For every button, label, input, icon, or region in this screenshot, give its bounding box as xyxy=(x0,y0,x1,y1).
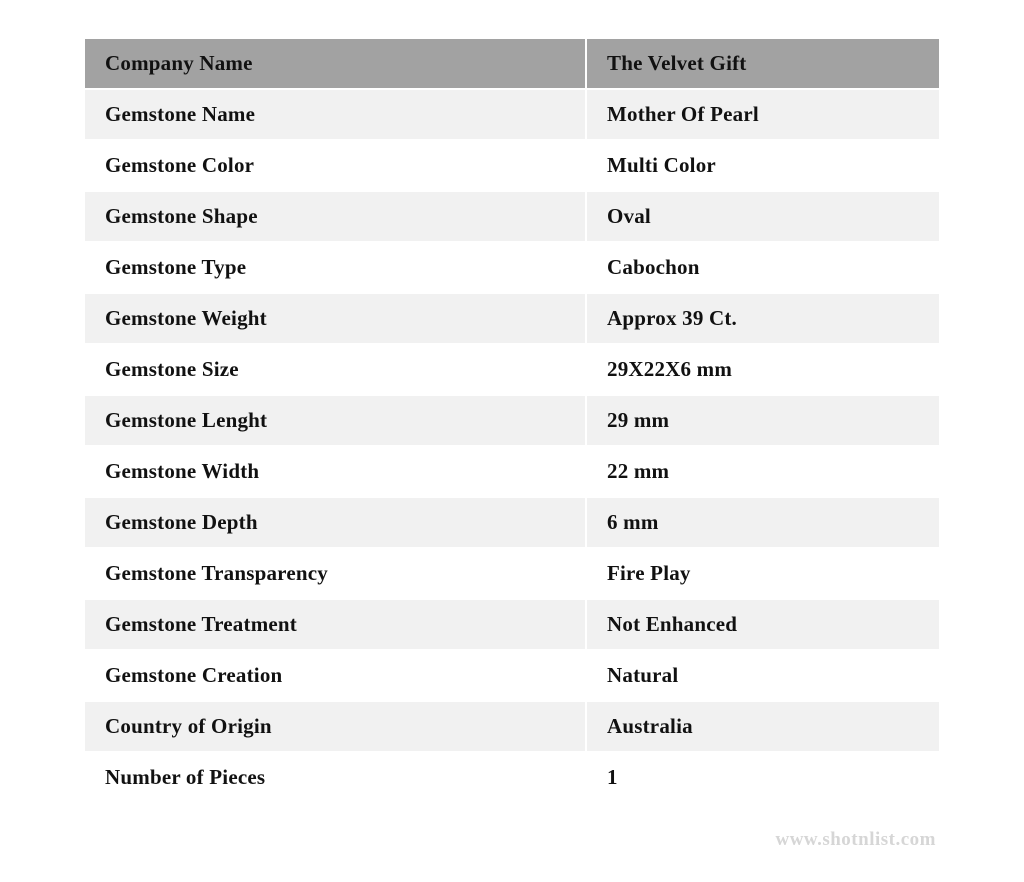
table-row xyxy=(85,294,939,343)
table-row xyxy=(85,345,939,394)
row-value-cell: Australia xyxy=(587,702,939,751)
table-header-row xyxy=(85,39,939,88)
gemstone-details-table xyxy=(83,37,941,804)
row-label-cell: Country of Origin xyxy=(85,702,585,751)
row-label-cell: Gemstone Width xyxy=(85,447,585,496)
watermark: www.shotnlist.com xyxy=(775,829,936,850)
row-value-cell: Multi Color xyxy=(587,141,939,190)
row-value-cell: Approx 39 Ct. xyxy=(587,294,939,343)
table-row xyxy=(85,447,939,496)
table-row xyxy=(85,141,939,190)
row-label-cell: Gemstone Creation xyxy=(85,651,585,700)
header-value-cell: The Velvet Gift xyxy=(587,39,939,88)
row-label-cell: Gemstone Treatment xyxy=(85,600,585,649)
row-label-cell: Gemstone Transparency xyxy=(85,549,585,598)
row-label-cell: Gemstone Shape xyxy=(85,192,585,241)
row-value-cell: 29 mm xyxy=(587,396,939,445)
row-value-cell: Cabochon xyxy=(587,243,939,292)
table-row xyxy=(85,498,939,547)
row-label-cell: Gemstone Lenght xyxy=(85,396,585,445)
row-label-cell: Gemstone Color xyxy=(85,141,585,190)
row-label-cell: Gemstone Type xyxy=(85,243,585,292)
row-value-cell: Oval xyxy=(587,192,939,241)
table-row xyxy=(85,192,939,241)
row-label-cell: Gemstone Weight xyxy=(85,294,585,343)
row-label-cell: Gemstone Name xyxy=(85,90,585,139)
row-value-cell: 22 mm xyxy=(587,447,939,496)
row-value-cell: Not Enhanced xyxy=(587,600,939,649)
header-label-cell: Company Name xyxy=(85,39,585,88)
table-row xyxy=(85,600,939,649)
row-value-cell: Mother Of Pearl xyxy=(587,90,939,139)
table-row xyxy=(85,753,939,802)
row-value-cell: 6 mm xyxy=(587,498,939,547)
table-row xyxy=(85,549,939,598)
row-label-cell: Gemstone Depth xyxy=(85,498,585,547)
row-label-cell: Number of Pieces xyxy=(85,753,585,802)
table-row xyxy=(85,651,939,700)
table-row xyxy=(85,90,939,139)
row-value-cell: 1 xyxy=(587,753,939,802)
table-row xyxy=(85,243,939,292)
table-row xyxy=(85,702,939,751)
row-value-cell: Fire Play xyxy=(587,549,939,598)
table-row xyxy=(85,396,939,445)
row-value-cell: Natural xyxy=(587,651,939,700)
row-value-cell: 29X22X6 mm xyxy=(587,345,939,394)
row-label-cell: Gemstone Size xyxy=(85,345,585,394)
